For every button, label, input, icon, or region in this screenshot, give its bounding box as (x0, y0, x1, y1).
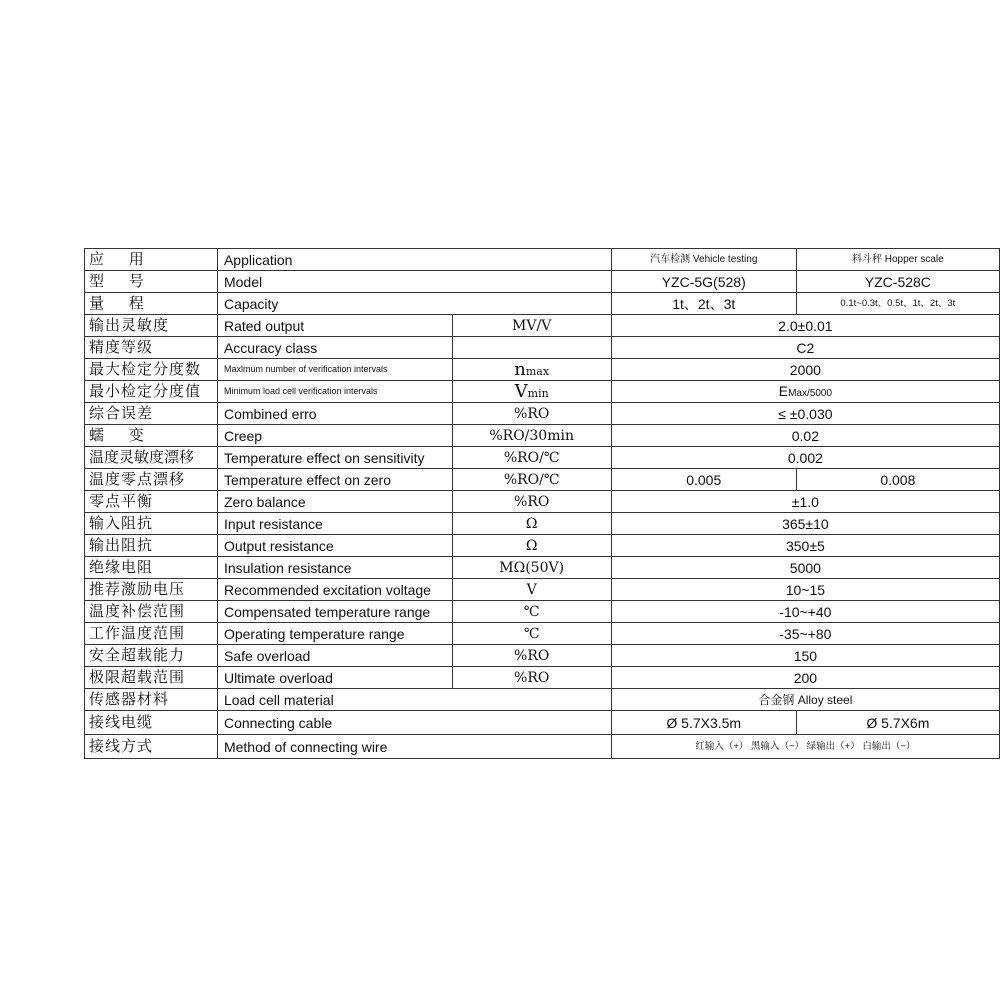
row-label-zh: 极限超载范围 (85, 667, 218, 689)
row-label-en: Method of connecting wire (217, 735, 611, 759)
cable-vehicle: Ø 5.7X3.5m (611, 711, 796, 735)
row-label-zh: 最小检定分度值 (85, 381, 218, 403)
row-unit (452, 337, 611, 359)
row-label-en: Model (217, 271, 611, 293)
row-safe-overload (85, 645, 1000, 667)
unit-sub: min (527, 386, 549, 400)
row-label-en: Creep (217, 425, 452, 447)
row-operating-temp (85, 623, 1000, 645)
row-rated-output (85, 315, 1000, 337)
row-capacity (85, 293, 1000, 315)
row-label-en: Output resistance (217, 535, 452, 557)
row-value: 200 (611, 667, 999, 689)
row-value: -10~+40 (611, 601, 999, 623)
row-unit: %RO/℃ (452, 447, 611, 469)
row-label-en: Rated output (217, 315, 452, 337)
unit-main: n (514, 358, 526, 380)
row-label-en: Temperature effect on sensitivity (217, 447, 452, 469)
row-wiring-method (85, 735, 1000, 759)
row-label-zh: 温度灵敏度漂移 (85, 447, 218, 469)
row-unit: %RO (452, 403, 611, 425)
row-application (85, 249, 1000, 271)
row-value: 0.002 (611, 447, 999, 469)
row-compensated-temp (85, 601, 1000, 623)
row-unit: ℃ (452, 623, 611, 645)
row-value: 2000 (611, 359, 999, 381)
row-label-en: Maxlmum number of verification intervals (217, 359, 452, 381)
row-label-en: Input resistance (217, 513, 452, 535)
row-value: 0.02 (611, 425, 999, 447)
row-material (85, 689, 1000, 711)
row-unit: %RO (452, 491, 611, 513)
row-label-zh: 输出灵敏度 (85, 315, 218, 337)
row-unit (452, 359, 611, 381)
row-value: ≤ ±0.030 (611, 403, 999, 425)
row-label-en: Temperature effect on zero (217, 469, 452, 491)
row-label-zh: 接线方式 (85, 735, 218, 759)
row-value: 合金钢 Alloy steel (611, 689, 999, 711)
row-label-zh: 推荐激励电压 (85, 579, 218, 601)
row-label-zh: 工作温度范围 (85, 623, 218, 645)
row-value: 红输入（+） 黑输入（−） 绿输出（+） 白输出（−） (611, 735, 999, 759)
row-label-zh: 接线电缆 (85, 711, 218, 735)
row-excitation-voltage (85, 579, 1000, 601)
model-hopper: YZC-528C (796, 271, 999, 293)
row-accuracy-class (85, 337, 1000, 359)
row-label-zh: 量 程 (85, 293, 218, 315)
row-connecting-cable (85, 711, 1000, 735)
row-unit: Ω (452, 535, 611, 557)
row-unit: Ω (452, 513, 611, 535)
row-label-en: Load cell material (217, 689, 611, 711)
row-unit: %RO/30min (452, 425, 611, 447)
row-value: 365±10 (611, 513, 999, 535)
row-value: 10~15 (611, 579, 999, 601)
row-unit: %RO/℃ (452, 469, 611, 491)
row-unit: %RO (452, 645, 611, 667)
row-label-zh: 温度零点漂移 (85, 469, 218, 491)
row-label-en: Zero balance (217, 491, 452, 513)
row-output-resistance (85, 535, 1000, 557)
row-zero-balance (85, 491, 1000, 513)
row-label-zh: 绝缘电阻 (85, 557, 218, 579)
cable-hopper: Ø 5.7X6m (796, 711, 999, 735)
row-label-zh: 蠕 变 (85, 425, 218, 447)
row-value: 2.0±0.01 (611, 315, 999, 337)
row-label-zh: 型 号 (85, 271, 218, 293)
row-label-en: Minimum load cell verification intervals (217, 381, 452, 403)
row-value-hopper: 0.008 (796, 469, 999, 491)
row-label-en: Compensated temperature range (217, 601, 452, 623)
row-input-resistance (85, 513, 1000, 535)
row-label-en: Application (217, 249, 611, 271)
row-combined-error (85, 403, 1000, 425)
capacity-vehicle: 1t、2t、3t (611, 293, 796, 315)
row-value: 5000 (611, 557, 999, 579)
model-vehicle: YZC-5G(528) (611, 271, 796, 293)
row-label-zh: 温度补偿范围 (85, 601, 218, 623)
row-unit: ℃ (452, 601, 611, 623)
row-unit: %RO (452, 667, 611, 689)
row-label-zh: 输出阻抗 (85, 535, 218, 557)
row-label-zh: 最大检定分度数 (85, 359, 218, 381)
row-value: ±1.0 (611, 491, 999, 513)
row-label-en: Safe overload (217, 645, 452, 667)
row-label-zh: 零点平衡 (85, 491, 218, 513)
row-label-en: Connecting cable (217, 711, 611, 735)
unit-sub: max (525, 364, 550, 378)
row-unit: MΩ(50V) (452, 557, 611, 579)
row-temp-zero (85, 469, 1000, 491)
value-sub: Max/5000 (788, 388, 833, 399)
row-unit: V (452, 579, 611, 601)
row-value: C2 (611, 337, 999, 359)
column-header-vehicle: 汽车检测 Vehicle testing (611, 249, 796, 271)
capacity-hopper: 0.1t~0.3t、0.5t、1t、2t、3t (796, 293, 999, 315)
spec-table (84, 248, 1000, 759)
row-insulation-resistance (85, 557, 1000, 579)
row-value (611, 381, 999, 403)
row-label-en: Insulation resistance (217, 557, 452, 579)
row-label-en: Recommended excitation voltage (217, 579, 452, 601)
row-label-zh: 应 用 (85, 249, 218, 271)
row-label-zh: 输入阻抗 (85, 513, 218, 535)
row-model (85, 271, 1000, 293)
row-label-en: Capacity (217, 293, 611, 315)
row-label-zh: 安全超载能力 (85, 645, 218, 667)
row-label-en: Accuracy class (217, 337, 452, 359)
row-label-en: Operating temperature range (217, 623, 452, 645)
row-label-zh: 传感器材料 (85, 689, 218, 711)
row-temp-sensitivity (85, 447, 1000, 469)
column-header-hopper: 料斗秤 Hopper scale (796, 249, 999, 271)
row-max-intervals (85, 359, 1000, 381)
value-main: E (778, 383, 789, 399)
row-unit: MV/V (452, 315, 611, 337)
unit-main: V (514, 380, 528, 402)
row-value: 350±5 (611, 535, 999, 557)
row-value: -35~+80 (611, 623, 999, 645)
row-value-vehicle: 0.005 (611, 469, 796, 491)
row-label-zh: 精度等级 (85, 337, 218, 359)
row-unit (452, 381, 611, 403)
row-label-en: Combined erro (217, 403, 452, 425)
row-label-zh: 综合误差 (85, 403, 218, 425)
row-label-en: Ultimate overload (217, 667, 452, 689)
row-ultimate-overload (85, 667, 1000, 689)
row-creep (85, 425, 1000, 447)
row-min-interval (85, 381, 1000, 403)
row-value: 150 (611, 645, 999, 667)
